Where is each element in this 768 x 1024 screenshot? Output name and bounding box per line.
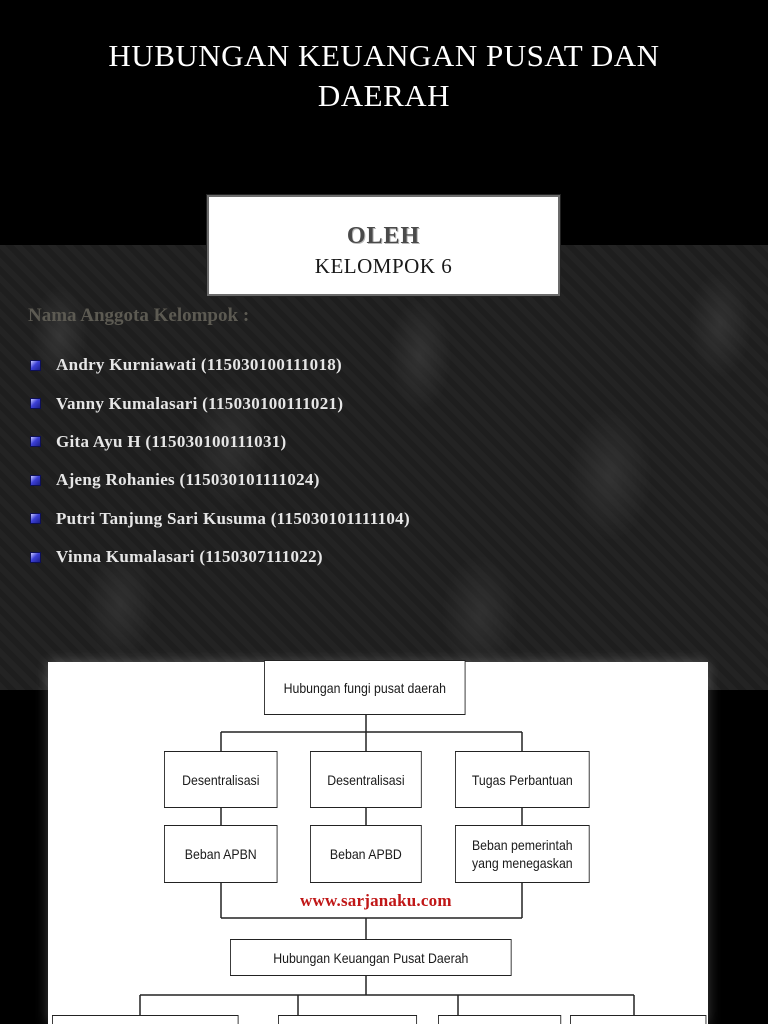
beban-apbd-node [310, 825, 422, 883]
list-item [30, 461, 410, 499]
tugas-perbantuan-node [455, 751, 590, 808]
member-name: Ajeng Rohanies (115030101111024) [56, 470, 320, 490]
root-node-label: Hubungan fungi pusat daerah [283, 679, 446, 696]
node-label: Tugas Perbantuan [471, 771, 573, 788]
author-box [207, 195, 560, 296]
list-item [30, 423, 410, 461]
group-name: KELOMPOK 6 [314, 254, 453, 278]
member-list [30, 346, 410, 576]
square-bullet-icon [30, 513, 41, 524]
list-item [30, 500, 410, 538]
node-label: Desentralisasi [182, 771, 260, 788]
org-chart-image [48, 662, 708, 1024]
list-item [30, 346, 410, 384]
member-name: Putri Tanjung Sari Kusuma (115030101111104) [56, 508, 410, 528]
watermark-text: www.sarjanaku.com [300, 891, 452, 910]
member-name: Andry Kurniawati (115030100111018) [56, 355, 343, 375]
member-name: Vinna Kumalasari (1150307111022) [56, 547, 323, 567]
slide-title-line1: HUBUNGAN KEUANGAN PUSAT DAN [108, 38, 660, 73]
child-node-4 [570, 1015, 706, 1024]
slide-title-line2: DAERAH [317, 78, 451, 113]
finance-relation-node [230, 939, 512, 976]
slide-title [40, 36, 728, 116]
child-node-3 [438, 1015, 561, 1024]
node-label-line1: Beban pemerintah [471, 837, 573, 853]
beban-pemerintah-node [455, 825, 590, 883]
square-bullet-icon [30, 552, 41, 563]
members-heading: Nama Anggota Kelompok : [28, 305, 250, 326]
child-node-1 [52, 1015, 239, 1024]
list-item [30, 384, 410, 422]
square-bullet-icon [30, 360, 41, 371]
square-bullet-icon [30, 436, 41, 447]
list-item [30, 538, 410, 576]
root-node [264, 660, 466, 715]
desentralisasi-node-1 [164, 751, 278, 808]
node-label: Hubungan Keuangan Pusat Daerah [273, 949, 469, 966]
node-label-line2: yang menegaskan [471, 855, 573, 871]
node-label: Beban APBN [184, 846, 257, 862]
beban-apbn-node [164, 825, 278, 883]
member-name: Gita Ayu H (115030100111031) [56, 431, 287, 451]
child-node-2 [278, 1015, 417, 1024]
member-name: Vanny Kumalasari (115030100111021) [56, 393, 344, 413]
node-label: Desentralisasi [327, 771, 405, 788]
node-label: Beban APBD [329, 846, 402, 862]
square-bullet-icon [30, 398, 41, 409]
square-bullet-icon [30, 475, 41, 486]
author-heading: OLEH [346, 223, 421, 249]
desentralisasi-node-2 [310, 751, 422, 808]
